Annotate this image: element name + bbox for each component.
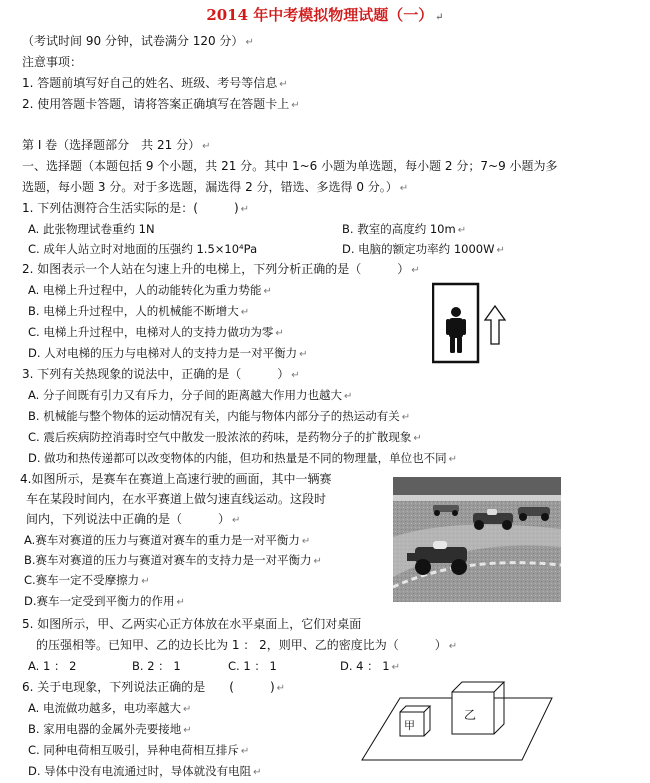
q5-option-c: C. 1 ： 1 — [228, 659, 277, 673]
q4-option-a: A.赛车对赛道的压力与赛道对赛车的重力是一对平衡力 ↵ — [24, 533, 311, 547]
q1-option-d: D. 电脑的额定功率约 1000W ↵ — [342, 242, 505, 256]
instruction-line: 一、选择题（本题包括 9 个小题，共 21 分。其中 1~6 小题为单选题，每小题 2 分；7~9 小题为多 — [22, 159, 558, 173]
q3-option-d: D. 做功和热传递都可以改变物体的内能，但功和热量是不同的物理量，单位也不同 ↵ — [28, 451, 458, 465]
q1-option-b: B. 教室的高度约 10m ↵ — [342, 222, 467, 236]
cube-yi-label: 乙 — [464, 708, 477, 722]
q3-option-b: B. 机械能与整个物体的运动情况有关，内能与物体内部分子的热运动有关 ↵ — [28, 409, 411, 423]
q2-option-d: D. 人对电梯的压力与电梯对人的支持力是一对平衡力 ↵ — [28, 346, 308, 360]
question-3-stem: 3. 下列有关热现象的说法中，正确的是（ ） ↵ — [22, 367, 300, 381]
q2-option-c: C. 电梯上升过程中，电梯对人的支持力做功为零 ↵ — [28, 325, 284, 339]
q1-option-c: C. 成年人站立时对地面的压强约 1.5×10⁴Pa — [28, 242, 258, 256]
exam-info: （考试时间 90 分钟，试卷满分 120 分） ↵ — [22, 34, 254, 48]
elevator-figure — [432, 282, 512, 364]
q2-option-b: B. 电梯上升过程中，人的机械能不断增大 ↵ — [28, 304, 250, 318]
up-arrow-icon — [485, 306, 505, 344]
notice-line: 2. 使用答题卡答题，请将答案正确填写在答题卡上 ↵ — [22, 97, 300, 111]
q6-option-c: C. 同种电荷相互吸引，异种电荷相互排斥 ↵ — [28, 743, 250, 757]
person-icon — [446, 307, 466, 353]
question-2-stem: 2. 如图表示一个人站在匀速上升的电梯上，下列分析正确的是（ ） ↵ — [22, 262, 420, 276]
cube-jia-label: 甲 — [404, 719, 415, 732]
q5-option-b: B. 2 ： 1 — [132, 659, 181, 673]
q3-option-c: C. 震后疾病防控消毒时空气中散发一股浓浓的药味，是药物分子的扩散现象 ↵ — [28, 430, 422, 444]
q4-option-b: B.赛车对赛道的压力与赛道对赛车的支持力是一对平衡力 ↵ — [24, 553, 322, 567]
q3-option-a: A. 分子间既有引力又有斥力，分子间的距离越大作用力也越大 ↵ — [28, 388, 353, 402]
question-6-stem: 6. 关于电现象，下列说法正确的是 ( ) ↵ — [22, 680, 286, 694]
question-4-stem: 4.如图所示，是赛车在赛道上高速行驶的画面，其中一辆赛 — [20, 472, 332, 486]
exam-title: 2014 年中考模拟物理试题（一） ↵ — [206, 6, 444, 24]
question-5-stem: 5. 如图所示，甲、乙两实心正方体放在水平桌面上，它们对桌面 — [22, 617, 362, 631]
question-4-stem: 间内，下列说法中正确的是（ ） ↵ — [26, 512, 241, 526]
instruction-line: 选题，每小题 3 分。对于多选题，漏选得 2 分，错选、多选得 0 分。） ↵ — [22, 180, 409, 194]
q1-option-a: A. 此张物理试卷重约 1N — [28, 222, 155, 236]
q6-option-d: D. 导体中没有电流通过时，导体就没有电阻 ↵ — [28, 764, 262, 778]
question-1-stem: 1. 下列估测符合生活实际的是：( ) ↵ — [22, 201, 250, 215]
q4-option-c: C.赛车一定不受摩擦力 ↵ — [24, 573, 150, 587]
section-heading: 第 I 卷（选择题部分 共 21 分） ↵ — [22, 138, 211, 152]
cube-yi — [452, 682, 504, 734]
q6-option-a: A. 电流做功越多，电功率越大 ↵ — [28, 701, 192, 715]
q6-option-b: B. 家用电器的金属外壳要接地 ↵ — [28, 722, 192, 736]
q4-option-d: D.赛车一定受到平衡力的作用 ↵ — [24, 594, 185, 608]
q2-option-a: A. 电梯上升过程中，人的动能转化为重力势能 ↵ — [28, 283, 272, 297]
notice-line: 1. 答题前填写好自己的姓名、班级、考号等信息 ↵ — [22, 76, 288, 90]
cubes-on-table-figure — [360, 680, 560, 763]
q5-option-d: D. 4 ： 1 ↵ — [340, 659, 401, 673]
notice-heading: 注意事项： — [22, 55, 83, 69]
question-4-stem: 车在某段时间内，在水平赛道上做匀速直线运动。这段时 — [26, 492, 327, 506]
grandstand — [393, 477, 561, 495]
question-5-stem: 的压强相等。已知甲、乙的边长比为 1 ： 2，则甲、乙的密度比为（ ） ↵ — [36, 638, 458, 652]
q5-option-a: A. 1 ： 2 — [28, 659, 77, 673]
race-car-photo — [393, 477, 561, 602]
